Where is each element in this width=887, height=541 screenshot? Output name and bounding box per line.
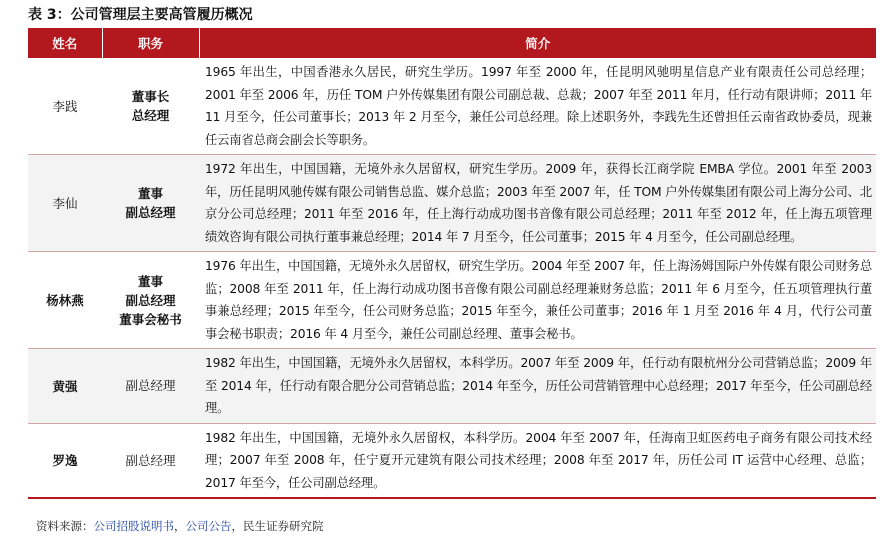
table-row — [28, 58, 876, 155]
source-separator: ， — [174, 519, 186, 533]
executive-role — [102, 155, 199, 252]
executive-name: 罗逸 — [28, 423, 102, 498]
source-suffix: ，民生证券研究院 — [231, 519, 324, 533]
executive-bio: 1976 年出生，中国国籍，无境外永久居留权，研究生学历。2004 年至 2007 年，任上海汤姆国际户外传媒有限公司财务总监；2008 年至 2011 年，任上海行动成功图书音像有限公司副总经理兼财务总监；2011 年 6 月至今，任五项管理执行董事兼总经理；2015 年至今，任公司财务总监；2015 年至今，兼任公司董事；2016 年 1 月至 2016 年 4 月，代行公司董事会秘书职责；2016 年 4 月至今，兼任公司副总经理、董事会秘书。 — [199, 252, 876, 349]
table-row — [28, 252, 876, 349]
table-row — [28, 155, 876, 252]
header-bio: 简介 — [199, 28, 876, 58]
role-line: 董事 — [137, 186, 163, 201]
table-row — [28, 349, 876, 424]
executive-bio: 1972 年出生，中国国籍，无境外永久居留权，研究生学历。2009 年，获得长江商学院 EMBA 学位。2001 年至 2003 年，历任昆明风驰传媒有限公司销售总监、媒介总监；2003 年至 2007 年，任 TOM 户外传媒集团有限公司上海分公司、北京分公司总经理；2011 年至 2016 年，任上海行动成功图书音像有限公司总经理；2011 年至 2012 年，任上海五项管理绩效咨询有限公司执行董事兼总经理；2014 年 7 月至今，任公司董事；2015 年 4 月至今，任公司副总经理。 — [199, 155, 876, 252]
executive-role — [102, 252, 199, 349]
table-row — [28, 423, 876, 498]
role-line: 董事 — [137, 273, 163, 289]
table-title: 表 3：公司管理层主要高管履历概况 — [28, 7, 253, 23]
executive-bio: 1982 年出生，中国国籍，无境外永久居留权，本科学历。2004 年至 2007 年，任海南卫虹医药电子商务有限公司技术经理；2007 年至 2008 年，任宁夏开元建筑有限公司技术经理；2008 年至 2017 年，历任公司 IT 运营中心经理、总监；2017 年至今，任公司副总经理。 — [199, 423, 876, 498]
executive-role — [102, 349, 199, 424]
executive-role — [102, 423, 199, 498]
executives-table — [28, 28, 876, 499]
header-role: 职务 — [102, 28, 199, 58]
executive-name: 杨林燕 — [28, 252, 102, 349]
executive-name: 李仙 — [28, 155, 102, 252]
executive-name: 黄强 — [28, 349, 102, 424]
source-prefix: 资料来源： — [36, 519, 94, 533]
header-name: 姓名 — [28, 28, 102, 58]
source-link-prospectus[interactable]: 公司招股说明书 — [93, 519, 174, 533]
source-link-announcement[interactable]: 公司公告 — [185, 519, 232, 533]
executive-bio: 1982 年出生，中国国籍，无境外永久居留权，本科学历。2007 年至 2009 年，任行动有限杭州分公司营销总监；2009 年至 2014 年，任行动有限合肥分公司营销总监；2014 年至今，历任公司营销管理中心总经理；2017 年至今，任公司副总经理。 — [199, 349, 876, 424]
table-header-row — [28, 28, 876, 58]
role-line: 副总经理 — [125, 452, 176, 468]
executive-role — [102, 58, 199, 155]
role-line: 董事会秘书 — [119, 311, 182, 327]
role-line: 副总经理 — [125, 378, 176, 394]
source-note — [36, 516, 324, 536]
executive-bio: 1965 年出生，中国香港永久居民，研究生学历。1997 年至 2000 年，任昆明风驰明星信息产业有限责任公司总经理；2001 年至 2006 年，历任 TOM 户外传媒集团有限公司副总裁、总裁；2007 年至 2011 年月，任行动有限讲师；2011 年 11 月至今，任公司董事长；2013 年 2 月至今，兼任公司总经理。除上述职务外，李践先生还曾担任云南省政协委员，现兼任云南省总商会副会长等职务。 — [199, 58, 876, 155]
role-line: 副总经理 — [125, 205, 176, 220]
executive-name: 李践 — [28, 58, 102, 155]
role-line: 董事长 — [131, 89, 170, 104]
role-line: 总经理 — [131, 108, 170, 123]
role-line: 副总经理 — [125, 292, 176, 308]
